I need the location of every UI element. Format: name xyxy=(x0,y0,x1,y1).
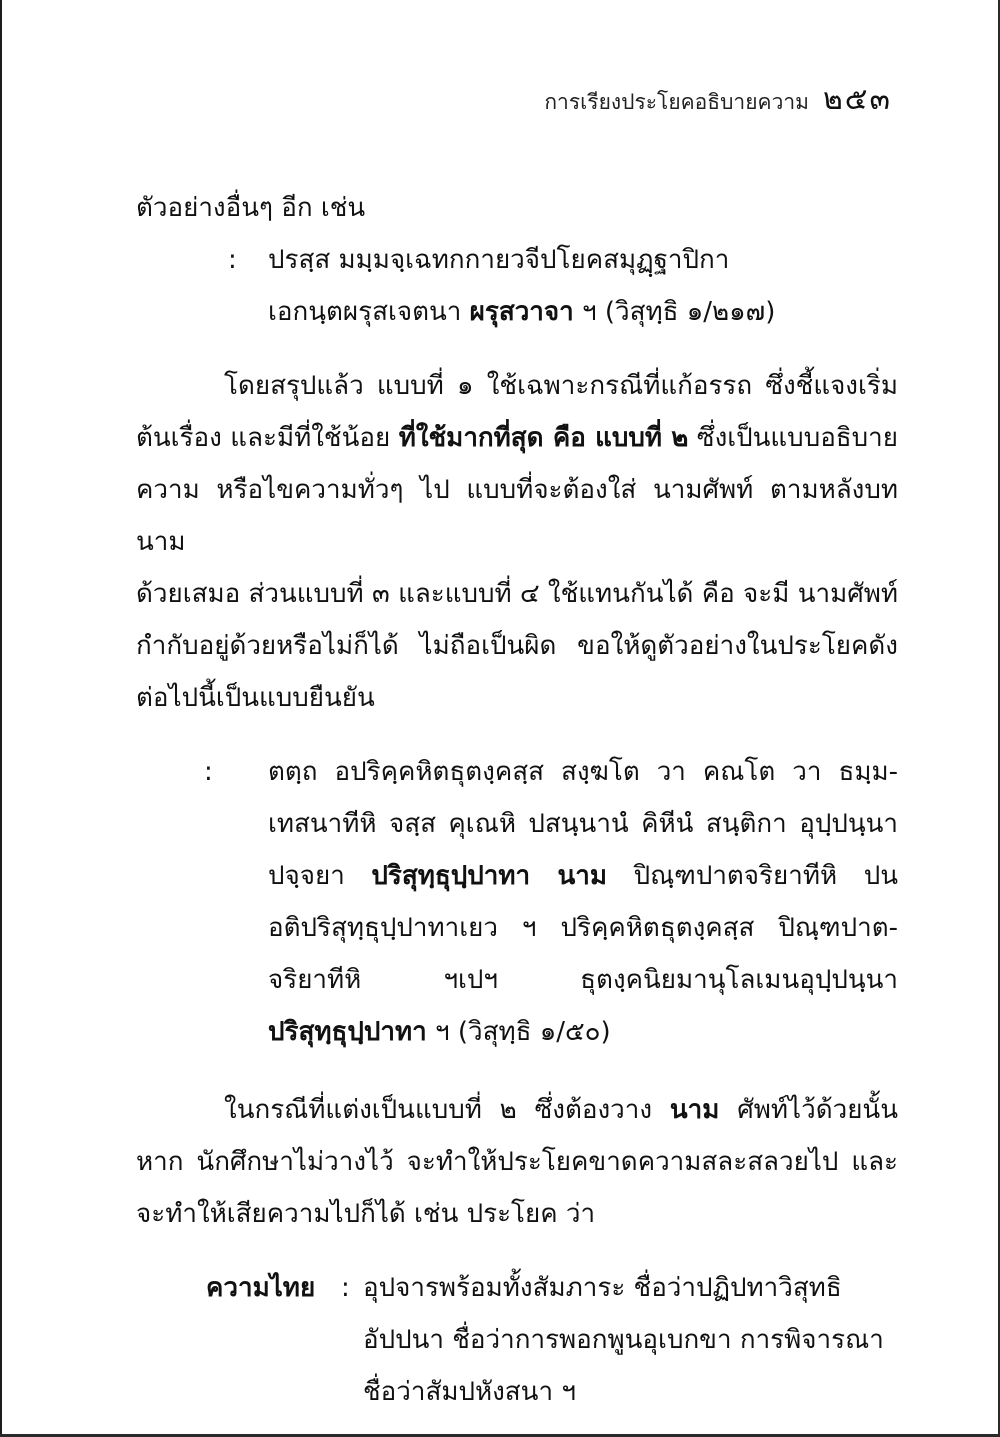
bold-term: ผรุสวาจา xyxy=(469,297,574,327)
paragraph-line: กำกับอยู่ด้วยหรือไม่ก็ได้ ไม่ถือเป็นผิด ขอให้ดูตัวอย่างในประโยคดัง xyxy=(136,631,898,661)
pali-line: จริยาทีหิ ฯเปฯ ธุตงฺคนิยมานุโลเมนอุปฺปนฺนา xyxy=(268,965,898,995)
translation-line: อัปปนา ชื่อว่าการพอกพูนอุเบกขา การพิจารณา xyxy=(363,1325,884,1355)
example-colon: : xyxy=(341,1273,350,1303)
example-intro: ตัวอย่างอื่นๆ อีก เช่น xyxy=(136,193,366,223)
example-colon: : xyxy=(204,757,213,787)
bold-term: นาม xyxy=(669,1095,720,1125)
pali-line: ปริสุทฺธุปฺปาทา ฯ (วิสุทฺธิ ๑/๕๐) xyxy=(268,1017,611,1047)
translation-line: อุปจารพร้อมทั้งสัมภาระ ชื่อว่าปฏิปทาวิสุทธิ xyxy=(363,1273,842,1303)
page-left-border xyxy=(0,0,2,1437)
header-title: การเรียงประโยคอธิบายความ xyxy=(544,90,809,114)
paragraph-line: ความ หรือไขความทั่วๆ ไป แบบที่จะต้องใส่ นามศัพท์ ตามหลังบทนาม xyxy=(136,475,898,557)
page-number: ๒๕๓ xyxy=(823,82,892,117)
pali-example-2 xyxy=(136,746,898,1058)
bold-phrase: ที่ใช้มากที่สุด คือ แบบที่ ๒ xyxy=(398,423,689,453)
translation-line: ชื่อว่าสัมปหังสนา ฯ xyxy=(363,1377,576,1407)
thai-meaning-label: ความไทย xyxy=(206,1273,316,1303)
summary-paragraph xyxy=(136,360,898,724)
pali-line: ปรสฺส มมฺมจฺเฉทกกายวจีปโยคสมุฏฺฐาปิกา xyxy=(268,245,730,275)
paragraph-line: ต่อไปนี้เป็นแบบยืนยัน xyxy=(136,683,375,713)
pali-line: เทสนาทีหิ จสฺส คุเณหิ ปสนฺนานํ คิหีนํ สนฺติกา อุปฺปนฺนา xyxy=(268,809,898,839)
paragraph-line: ต้นเรื่อง และมีที่ใช้น้อย ที่ใช้มากที่สุด คือ แบบที่ ๒ ซึ่งเป็นแบบอธิบาย xyxy=(136,423,899,453)
running-header xyxy=(544,76,892,123)
example-colon: : xyxy=(228,245,237,275)
pali-line: เอกนฺตผรุสเจตนา ผรุสวาจา ฯ (วิสุทฺธิ ๑/๒๑๗) xyxy=(268,297,776,327)
paragraph-line: โดยสรุปแล้ว แบบที่ ๑ ใช้เฉพาะกรณีที่แก้อรรถ ซึ่งชี้แจงเริ่ม xyxy=(224,371,898,401)
paragraph-line: ในกรณีที่แต่งเป็นแบบที่ ๒ ซึ่งต้องวาง นาม ศัพท์ไว้ด้วยนั้น xyxy=(224,1095,898,1125)
bold-term: ปริสุทฺธุปฺปาทา xyxy=(268,1017,427,1047)
thai-meaning-block xyxy=(136,1262,898,1418)
paragraph-line: ด้วยเสมอ ส่วนแบบที่ ๓ และแบบที่ ๔ ใช้แทนกันได้ คือ จะมี นามศัพท์ xyxy=(136,579,898,609)
pali-line: ตตฺถ อปริคฺคหิตธุตงฺคสฺส สงฺฆโต วา คณโต วา ธมฺม- xyxy=(268,757,898,787)
pali-line: ปจฺจยา ปริสุทฺธุปฺปาทา นาม ปิณฺฑปาตจริยาทีหิ ปน xyxy=(268,861,898,891)
bold-term: ปริสุทฺธุปฺปาทา นาม xyxy=(371,861,608,891)
pali-example-1 xyxy=(136,234,898,338)
page-body xyxy=(136,182,898,1418)
paragraph-line: หาก นักศึกษาไม่วางไว้ จะทำให้ประโยคขาดความสละสลวยไป และ xyxy=(136,1147,898,1177)
paragraph-line: จะทำให้เสียความไปก็ได้ เช่น ประโยค ว่า xyxy=(136,1199,596,1229)
case-paragraph xyxy=(136,1084,898,1240)
pali-line: อติปริสุทฺธุปฺปาทาเยว ฯ ปริคฺคหิตธุตงฺคสฺส ปิณฺฑปาต- xyxy=(268,913,898,943)
